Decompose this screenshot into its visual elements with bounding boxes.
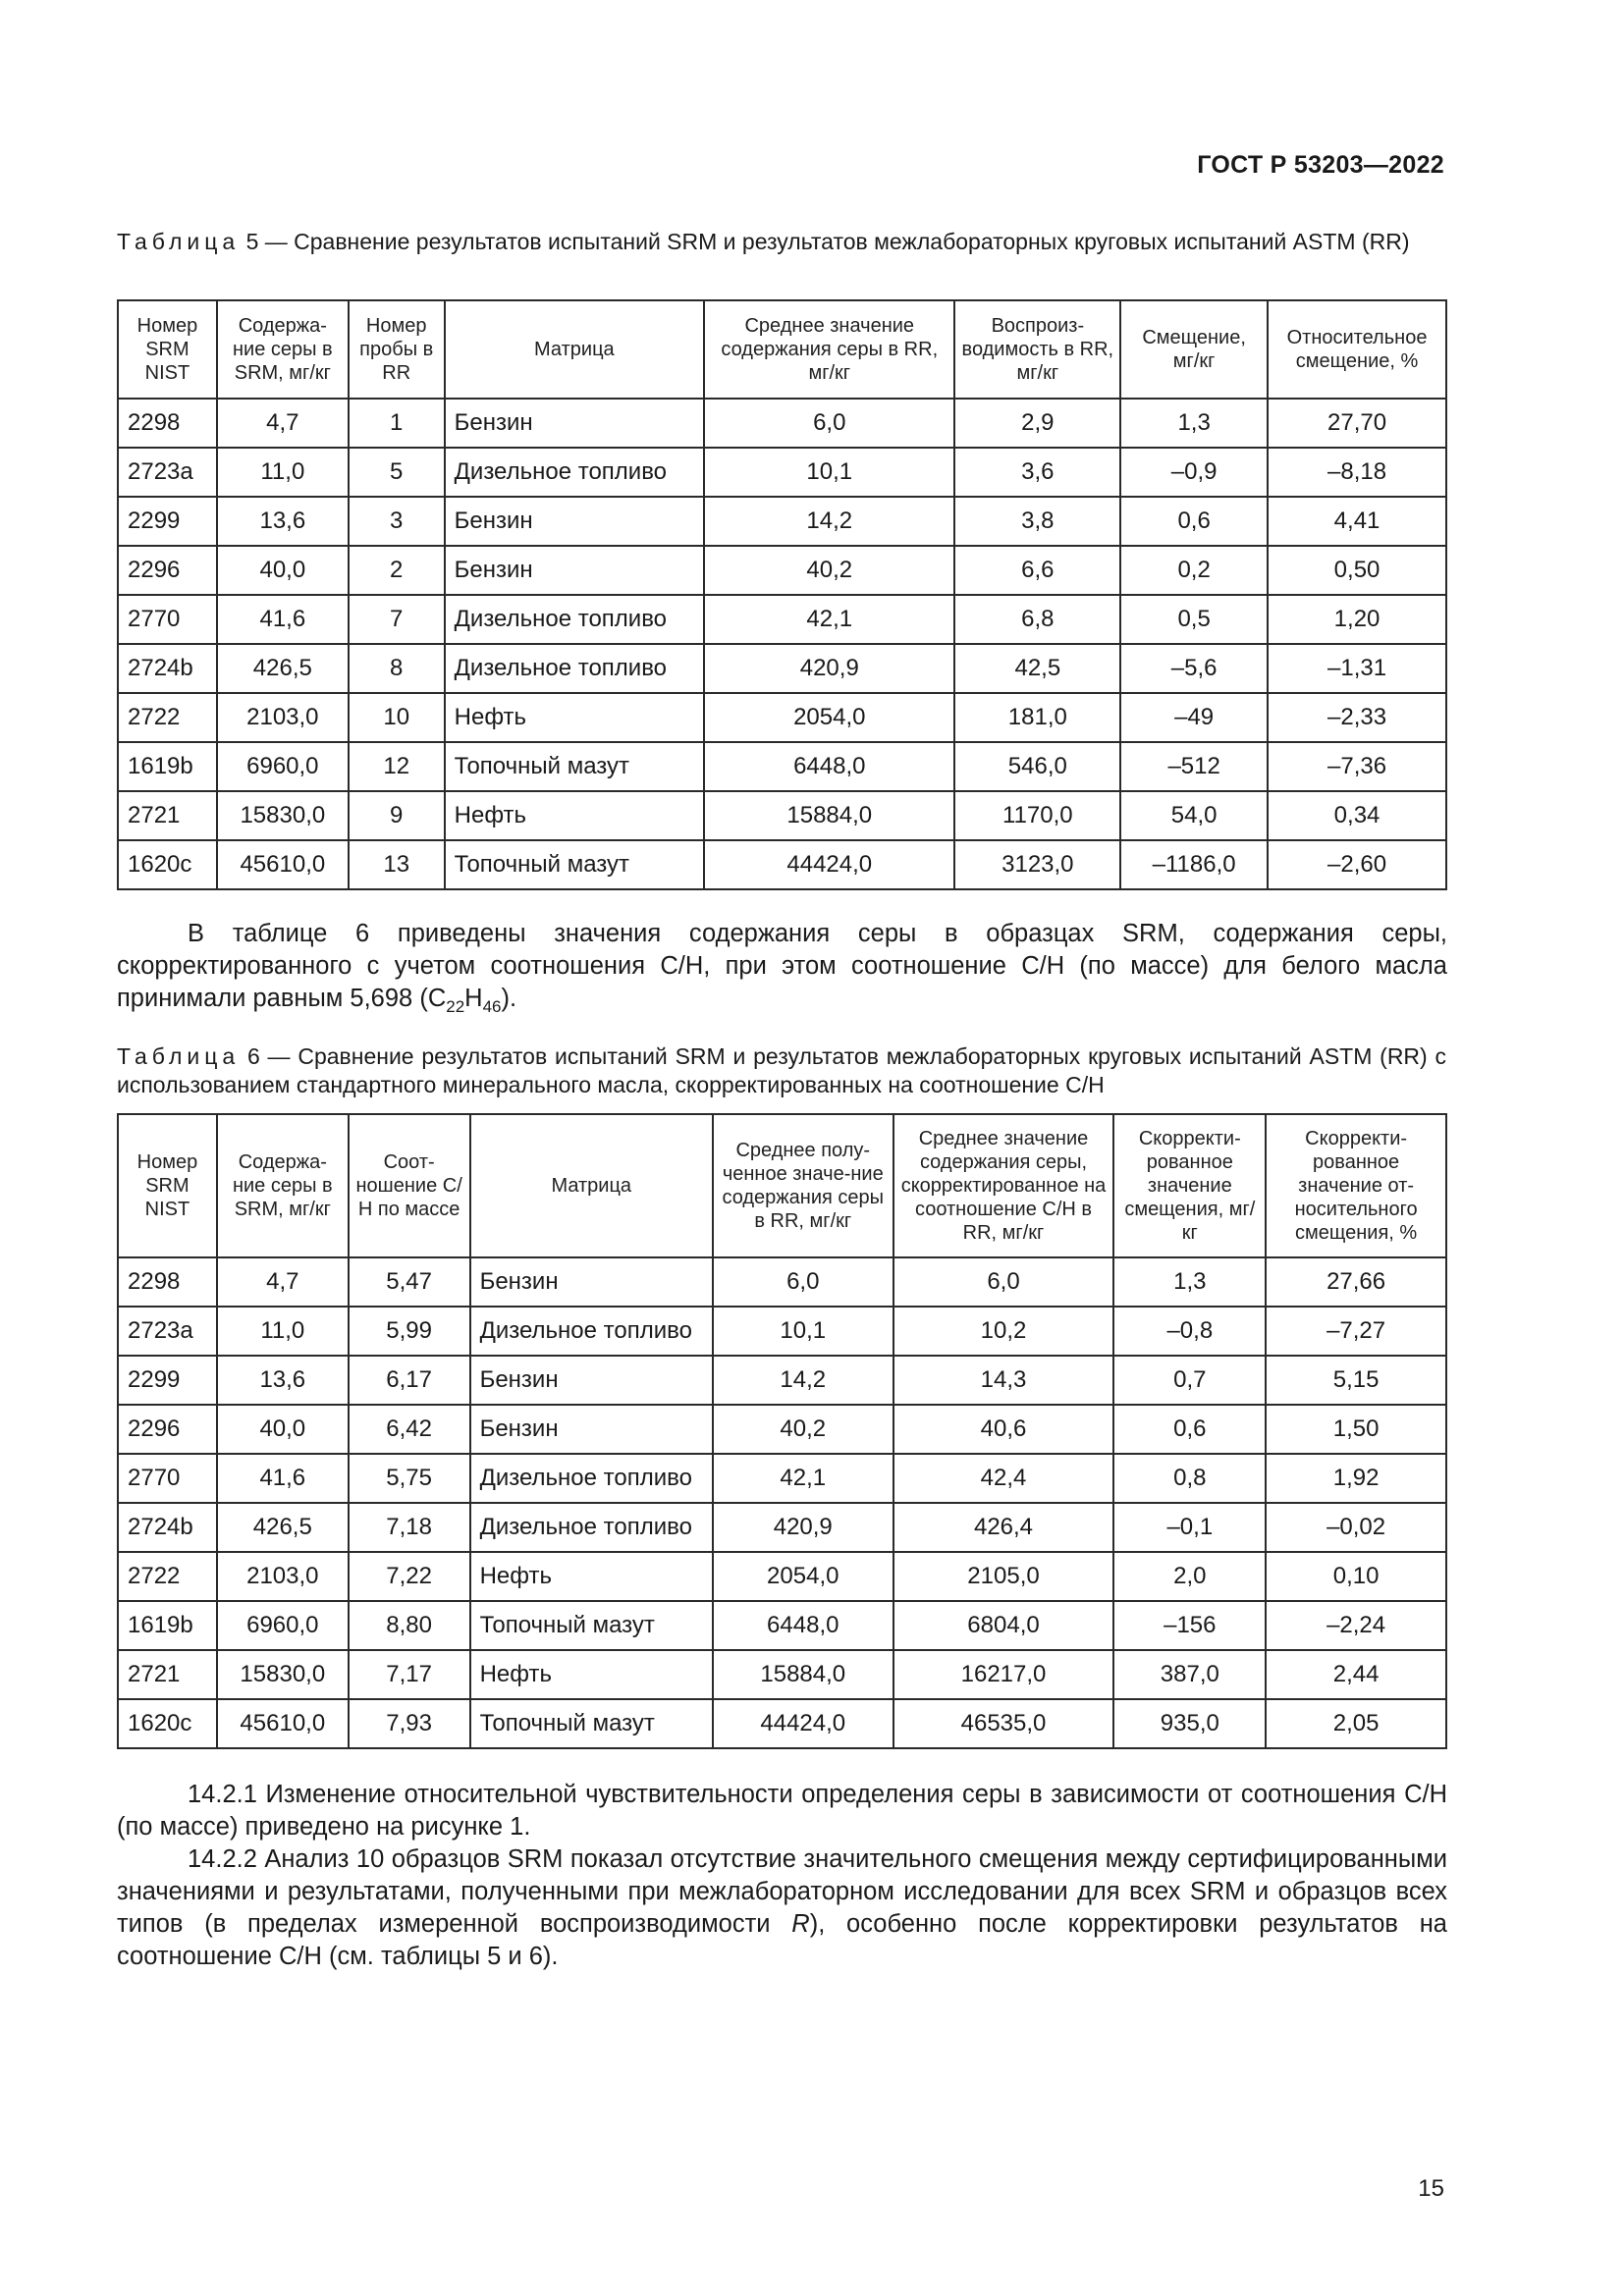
table-row (118, 497, 1446, 546)
table5-col-header: Матрица (445, 300, 704, 399)
table-cell: 8,80 (349, 1601, 470, 1650)
table6-caption-label: Таблица (117, 1043, 241, 1069)
table-cell: 2770 (118, 595, 217, 644)
paragraph-end: ). (501, 985, 517, 1012)
table-cell: 5,99 (349, 1307, 470, 1356)
table-cell: 9 (349, 791, 445, 840)
table-row (118, 1356, 1446, 1405)
table-cell: 2721 (118, 1650, 217, 1699)
table-cell: 15884,0 (704, 791, 954, 840)
table-cell: –2,33 (1268, 693, 1446, 742)
page-number: 15 (1418, 2175, 1444, 2202)
table-cell: Бензин (445, 546, 704, 595)
table-cell: 4,7 (217, 1257, 349, 1307)
table-cell: 1,20 (1268, 595, 1446, 644)
table6-col-header: Содержа-ние серы в SRM, мг/кг (217, 1114, 349, 1257)
table-cell: 10,2 (893, 1307, 1114, 1356)
table-cell: Нефть (445, 693, 704, 742)
table5-col-header: Относительное смещение, % (1268, 300, 1446, 399)
table-cell: 44424,0 (713, 1699, 893, 1748)
section-14-2-2 (117, 1843, 1447, 1973)
table-cell: 14,3 (893, 1356, 1114, 1405)
table-cell: 10,1 (713, 1307, 893, 1356)
section-14-2-2-text: 14.2.2 Анализ 10 образцов SRM показал отсутствие значительного смещения между сертифицированными значениями и результатами, полученными при межлабораторном исследовании для всех SRM и образцов всех типов (в пределах измеренной воспроизводимости (117, 1845, 1447, 1938)
table-cell: 1,3 (1120, 399, 1268, 448)
section-14-2-1: 14.2.1 Изменение относительной чувствительности определения серы в зависимости от соотношения С/Н (по массе) приведено на рисунке 1. (117, 1781, 1447, 1841)
table-cell: 42,1 (713, 1454, 893, 1503)
table-cell: 2296 (118, 546, 217, 595)
formula-c-subscript: 22 (446, 997, 465, 1017)
table-cell: 2722 (118, 693, 217, 742)
document-code: ГОСТ Р 53203—2022 (1197, 151, 1444, 179)
table-cell: Нефть (445, 791, 704, 840)
table-cell: 0,7 (1113, 1356, 1266, 1405)
table-cell: 2103,0 (217, 1552, 349, 1601)
reproducibility-symbol: R (791, 1910, 810, 1938)
table-cell: 0,50 (1268, 546, 1446, 595)
table-cell: 7,22 (349, 1552, 470, 1601)
table-cell: 1620c (118, 840, 217, 889)
table6-caption-text: 6 — Сравнение результатов испытаний SRM и результатов межлабораторных круговых испытаний ASTM (RR) с использованием стандартного минерального масла, скорректированных на соотношение С/Н (117, 1043, 1446, 1097)
table5-col-header: Содержа-ние серы в SRM, мг/кг (217, 300, 349, 399)
table-cell: 40,6 (893, 1405, 1114, 1454)
table-row (118, 1650, 1446, 1699)
table-row (118, 1307, 1446, 1356)
table-row (118, 1257, 1446, 1307)
table-cell: –0,8 (1113, 1307, 1266, 1356)
table-cell: 2296 (118, 1405, 217, 1454)
table-cell: 6,8 (954, 595, 1120, 644)
table-cell: 42,4 (893, 1454, 1114, 1503)
table-cell: 11,0 (217, 1307, 349, 1356)
table-cell: 3 (349, 497, 445, 546)
table-cell: –2,24 (1266, 1601, 1446, 1650)
paragraph-table6-intro (117, 918, 1447, 1023)
table-cell: –0,9 (1120, 448, 1268, 497)
table-cell: 6448,0 (713, 1601, 893, 1650)
table-cell: 2299 (118, 1356, 217, 1405)
table-cell: Дизельное топливо (470, 1454, 713, 1503)
table-row (118, 448, 1446, 497)
table-cell: 8 (349, 644, 445, 693)
table-cell: 935,0 (1113, 1699, 1266, 1748)
table-cell: 1,3 (1113, 1257, 1266, 1307)
table-cell: –512 (1120, 742, 1268, 791)
table-cell: 3,8 (954, 497, 1120, 546)
table5-caption-text: 5 — Сравнение результатов испытаний SRM и результатов межлабораторных круговых испытаний ASTM (RR) (240, 229, 1410, 254)
table-cell: 6,0 (704, 399, 954, 448)
table-cell: 6960,0 (217, 742, 349, 791)
table-cell: 13,6 (217, 1356, 349, 1405)
table-cell: 426,5 (217, 644, 349, 693)
table-cell: 420,9 (713, 1503, 893, 1552)
table6-col-header: Номер SRM NIST (118, 1114, 217, 1257)
table6-col-header: Среднее значение содержания серы, скорректированное на соотношение С/Н в RR, мг/кг (893, 1114, 1114, 1257)
table-cell: 0,34 (1268, 791, 1446, 840)
formula-h-subscript: 46 (482, 997, 502, 1017)
table-cell: 6960,0 (217, 1601, 349, 1650)
table-cell: 4,41 (1268, 497, 1446, 546)
table-row (118, 840, 1446, 889)
table-cell: 45610,0 (217, 840, 349, 889)
table-cell: 6,42 (349, 1405, 470, 1454)
table-cell: 2054,0 (713, 1552, 893, 1601)
table-cell: 426,4 (893, 1503, 1114, 1552)
table-cell: 2,44 (1266, 1650, 1446, 1699)
table-cell: 42,1 (704, 595, 954, 644)
table-cell: –8,18 (1268, 448, 1446, 497)
table-cell: 6,0 (713, 1257, 893, 1307)
table-cell: 5,15 (1266, 1356, 1446, 1405)
table-row (118, 1601, 1446, 1650)
table6-col-header: Скорректи-рованное значение смещения, мг/кг (1113, 1114, 1266, 1257)
table-cell: 181,0 (954, 693, 1120, 742)
table-cell: 2,05 (1266, 1699, 1446, 1748)
table-cell: Бензин (445, 497, 704, 546)
table-cell: 45610,0 (217, 1699, 349, 1748)
table-cell: 10 (349, 693, 445, 742)
table-cell: 3123,0 (954, 840, 1120, 889)
table-cell: Дизельное топливо (445, 448, 704, 497)
table6-col-header: Матрица (470, 1114, 713, 1257)
table-cell: –1186,0 (1120, 840, 1268, 889)
table-row (118, 1405, 1446, 1454)
formula-h: H (464, 985, 483, 1012)
table6-col-header: Скорректи-рованное значение от-носительного смещения, % (1266, 1114, 1446, 1257)
table-cell: 2722 (118, 1552, 217, 1601)
table-cell: 2103,0 (217, 693, 349, 742)
table-cell: Топочный мазут (445, 742, 704, 791)
table-cell: 42,5 (954, 644, 1120, 693)
table-cell: 15830,0 (217, 1650, 349, 1699)
table5-col-header: Среднее значение содержания серы в RR, мг/кг (704, 300, 954, 399)
table-cell: 546,0 (954, 742, 1120, 791)
table-cell: 15830,0 (217, 791, 349, 840)
table5-col-header: Смещение, мг/кг (1120, 300, 1268, 399)
table-cell: 14,2 (713, 1356, 893, 1405)
table-cell: 2724b (118, 644, 217, 693)
table-cell: 6448,0 (704, 742, 954, 791)
table-cell: 1619b (118, 1601, 217, 1650)
table-cell: 11,0 (217, 448, 349, 497)
table-row (118, 791, 1446, 840)
table-cell: 41,6 (217, 1454, 349, 1503)
table-cell: 2298 (118, 1257, 217, 1307)
section-14-2 (117, 1779, 1447, 1973)
table-cell: 40,0 (217, 1405, 349, 1454)
table6-header-row (118, 1114, 1446, 1257)
table-cell: Бензин (470, 1257, 713, 1307)
table-row (118, 1699, 1446, 1748)
table-cell: Топочный мазут (470, 1601, 713, 1650)
table-cell: 40,2 (713, 1405, 893, 1454)
table-cell: 27,66 (1266, 1257, 1446, 1307)
table-cell: Нефть (470, 1650, 713, 1699)
table-cell: 0,10 (1266, 1552, 1446, 1601)
table-cell: 426,5 (217, 1503, 349, 1552)
table6-col-header: Соот-ношение С/Н по массе (349, 1114, 470, 1257)
table-cell: 15884,0 (713, 1650, 893, 1699)
table5-col-header: Воспроиз-водимость в RR, мг/кг (954, 300, 1120, 399)
section-14-2-2-end: ), особенно после корректировки результатов на соотношение С/Н (см. таблицы 5 и 6). (117, 1910, 1447, 1970)
table-cell: 420,9 (704, 644, 954, 693)
table5-caption-label: Таблица (117, 229, 241, 254)
table-cell: 387,0 (1113, 1650, 1266, 1699)
table-cell: –0,02 (1266, 1503, 1446, 1552)
table-cell: Дизельное топливо (470, 1307, 713, 1356)
table-cell: 2298 (118, 399, 217, 448)
table-cell: 4,7 (217, 399, 349, 448)
table-cell: –156 (1113, 1601, 1266, 1650)
table-cell: 2,0 (1113, 1552, 1266, 1601)
table-cell: –1,31 (1268, 644, 1446, 693)
table-cell: 41,6 (217, 595, 349, 644)
table-row (118, 546, 1446, 595)
table-cell: 16217,0 (893, 1650, 1114, 1699)
table-cell: 0,6 (1113, 1405, 1266, 1454)
table-cell: 1 (349, 399, 445, 448)
table-cell: 6,17 (349, 1356, 470, 1405)
table-cell: 2721 (118, 791, 217, 840)
table-row (118, 399, 1446, 448)
table-cell: 1619b (118, 742, 217, 791)
table5-col-header: Номер пробы в RR (349, 300, 445, 399)
table-row (118, 1552, 1446, 1601)
table-cell: 7,93 (349, 1699, 470, 1748)
table-row (118, 1503, 1446, 1552)
table-cell: 46535,0 (893, 1699, 1114, 1748)
table-cell: Бензин (470, 1356, 713, 1405)
table-cell: 2723a (118, 1307, 217, 1356)
table-cell: –0,1 (1113, 1503, 1266, 1552)
table-cell: 2724b (118, 1503, 217, 1552)
table-cell: 2 (349, 546, 445, 595)
table-cell: 3,6 (954, 448, 1120, 497)
table-cell: 1,92 (1266, 1454, 1446, 1503)
table-cell: Нефть (470, 1552, 713, 1601)
table6-caption (117, 1042, 1446, 1099)
table-cell: 7,18 (349, 1503, 470, 1552)
table-row (118, 693, 1446, 742)
table-cell: 1170,0 (954, 791, 1120, 840)
table-cell: 40,0 (217, 546, 349, 595)
table-cell: 7 (349, 595, 445, 644)
table-cell: 27,70 (1268, 399, 1446, 448)
table-cell: –7,27 (1266, 1307, 1446, 1356)
table5 (117, 299, 1447, 890)
table-cell: 13 (349, 840, 445, 889)
table-cell: 2770 (118, 1454, 217, 1503)
table-cell: 2299 (118, 497, 217, 546)
table-cell: –5,6 (1120, 644, 1268, 693)
table-cell: 2105,0 (893, 1552, 1114, 1601)
table5-col-header: Номер SRM NIST (118, 300, 217, 399)
table-cell: Дизельное топливо (445, 595, 704, 644)
table-cell: 6804,0 (893, 1601, 1114, 1650)
table-cell: –2,60 (1268, 840, 1446, 889)
table-cell: 10,1 (704, 448, 954, 497)
table-cell: 5,75 (349, 1454, 470, 1503)
table-cell: 1620c (118, 1699, 217, 1748)
table6 (117, 1113, 1447, 1749)
table-cell: Бензин (445, 399, 704, 448)
table-row (118, 595, 1446, 644)
formula-c: C (427, 985, 447, 1012)
table-cell: 5,47 (349, 1257, 470, 1307)
table-cell: Топочный мазут (470, 1699, 713, 1748)
table-cell: –49 (1120, 693, 1268, 742)
table-cell: 0,2 (1120, 546, 1268, 595)
table-cell: 7,17 (349, 1650, 470, 1699)
table-row (118, 1454, 1446, 1503)
table-cell: 40,2 (704, 546, 954, 595)
table6-col-header: Среднее полу-ченное значе-ние содержания серы в RR, мг/кг (713, 1114, 893, 1257)
table-cell: Бензин (470, 1405, 713, 1454)
table-row (118, 742, 1446, 791)
table-cell: 6,0 (893, 1257, 1114, 1307)
table-cell: 14,2 (704, 497, 954, 546)
paragraph-text: В таблице 6 приведены значения содержания серы в образцах SRM, содержания серы, скорректированного с учетом соотношения С/Н, при этом соотношение С/Н (по массе) для белого масла принимали равным 5,698 ( (117, 920, 1447, 1012)
table-cell: 2723a (118, 448, 217, 497)
table-cell: Топочный мазут (445, 840, 704, 889)
table-cell: 2054,0 (704, 693, 954, 742)
table-cell: 2,9 (954, 399, 1120, 448)
table-row (118, 644, 1446, 693)
table-cell: 54,0 (1120, 791, 1268, 840)
table5-header-row (118, 300, 1446, 399)
table-cell: Дизельное топливо (470, 1503, 713, 1552)
table-cell: –7,36 (1268, 742, 1446, 791)
table-cell: 0,5 (1120, 595, 1268, 644)
table-cell: 12 (349, 742, 445, 791)
table-cell: 44424,0 (704, 840, 954, 889)
table-cell: Дизельное топливо (445, 644, 704, 693)
table-cell: 5 (349, 448, 445, 497)
table-cell: 13,6 (217, 497, 349, 546)
table-cell: 0,6 (1120, 497, 1268, 546)
table5-caption (117, 228, 1446, 256)
table-cell: 0,8 (1113, 1454, 1266, 1503)
table-cell: 1,50 (1266, 1405, 1446, 1454)
table-cell: 6,6 (954, 546, 1120, 595)
